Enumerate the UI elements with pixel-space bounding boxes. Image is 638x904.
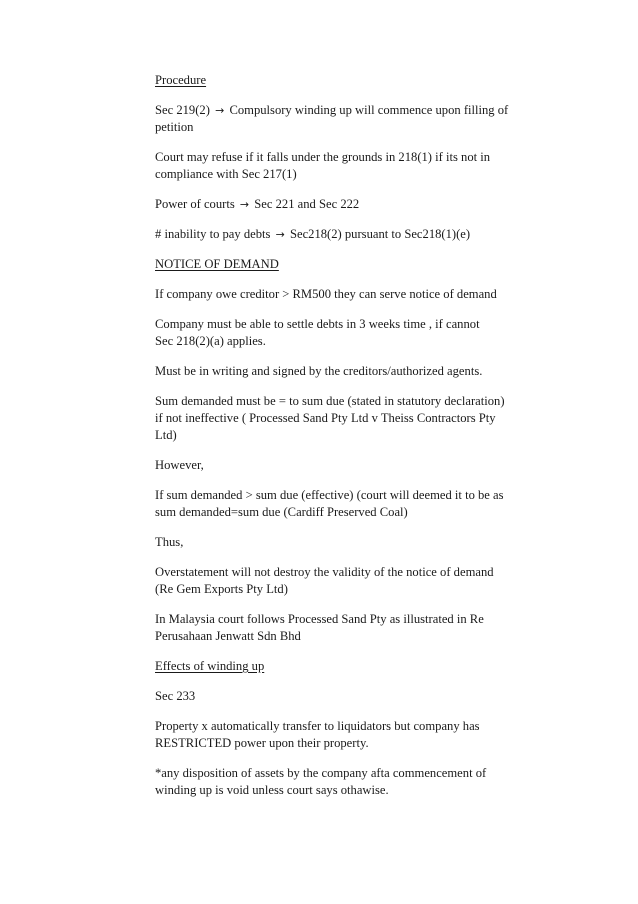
text-line: If sum demanded > sum due (effective) (court will deemed it to be as bbox=[155, 488, 504, 502]
arrow-right-icon: → bbox=[239, 198, 250, 211]
paragraph-malaysia-court bbox=[155, 611, 545, 645]
paragraph-property-transfer bbox=[155, 718, 545, 752]
text-line: Ltd) bbox=[155, 428, 177, 442]
paragraph-court-refuse bbox=[155, 149, 545, 183]
text-line: Overstatement will not destroy the validity of the notice of demand bbox=[155, 565, 494, 579]
paragraph-owe-creditor: If company owe creditor > RM500 they can serve notice of demand bbox=[155, 287, 497, 301]
text-line: # inability to pay debts bbox=[155, 227, 271, 241]
text-line: Sec 218(2)(a) applies. bbox=[155, 334, 266, 348]
text-line: *any disposition of assets by the company afta commencement of bbox=[155, 766, 487, 780]
paragraph-sec-233: Sec 233 bbox=[155, 689, 196, 703]
heading-effects-of-winding-up: Effects of winding up bbox=[155, 659, 265, 673]
text-line: In Malaysia court follows Processed Sand Pty as illustrated in Re bbox=[155, 612, 484, 626]
paragraph-overstatement bbox=[155, 564, 545, 598]
paragraph-disposition-assets bbox=[155, 765, 545, 799]
text-line: (Re Gem Exports Pty Ltd) bbox=[155, 582, 288, 596]
arrow-right-icon: → bbox=[275, 228, 285, 241]
paragraph-inability-to-pay bbox=[155, 226, 545, 243]
paragraph-sum-demanded bbox=[155, 393, 545, 444]
text-line: winding up is void unless court says othawise. bbox=[155, 783, 389, 797]
arrow-right-icon: → bbox=[215, 104, 225, 117]
document-body bbox=[155, 72, 545, 799]
text-line: compliance with Sec 217(1) bbox=[155, 167, 297, 181]
text-line: RESTRICTED power upon their property. bbox=[155, 736, 369, 750]
text-line: Compulsory winding up will commence upon filling of bbox=[229, 103, 509, 117]
text-line: sum demanded=sum due (Cardiff Preserved Coal) bbox=[155, 505, 408, 519]
paragraph-settle-debts bbox=[155, 316, 545, 350]
text-line: Perusahaan Jenwatt Sdn Bhd bbox=[155, 629, 301, 643]
text-line: if not ineffective ( Processed Sand Pty Ltd v Theiss Contractors Pty bbox=[155, 411, 496, 425]
text-line: Power of courts bbox=[155, 197, 235, 211]
text-line: Sec 219(2) bbox=[155, 103, 210, 117]
heading-notice-of-demand: NOTICE OF DEMAND bbox=[155, 257, 279, 271]
paragraph-sec-219 bbox=[155, 102, 545, 136]
paragraph-in-writing: Must be in writing and signed by the creditors/authorized agents. bbox=[155, 364, 483, 378]
text-line: Property x automatically transfer to liquidators but company has bbox=[155, 719, 480, 733]
paragraph-power-of-courts bbox=[155, 196, 545, 213]
paragraph-however: However, bbox=[155, 458, 204, 472]
text-line: Company must be able to settle debts in 3 weeks time , if cannot bbox=[155, 317, 480, 331]
text-line: petition bbox=[155, 120, 194, 134]
text-line: Sum demanded must be = to sum due (stated in statutory declaration) bbox=[155, 394, 505, 408]
text-line: Sec218(2) pursuant to Sec218(1)(e) bbox=[289, 227, 471, 241]
text-line: Court may refuse if it falls under the grounds in 218(1) if its not in bbox=[155, 150, 491, 164]
heading-procedure: Procedure bbox=[155, 73, 207, 87]
paragraph-sum-greater bbox=[155, 487, 545, 521]
text-line: Sec 221 and Sec 222 bbox=[254, 197, 360, 211]
paragraph-thus: Thus, bbox=[155, 535, 184, 549]
